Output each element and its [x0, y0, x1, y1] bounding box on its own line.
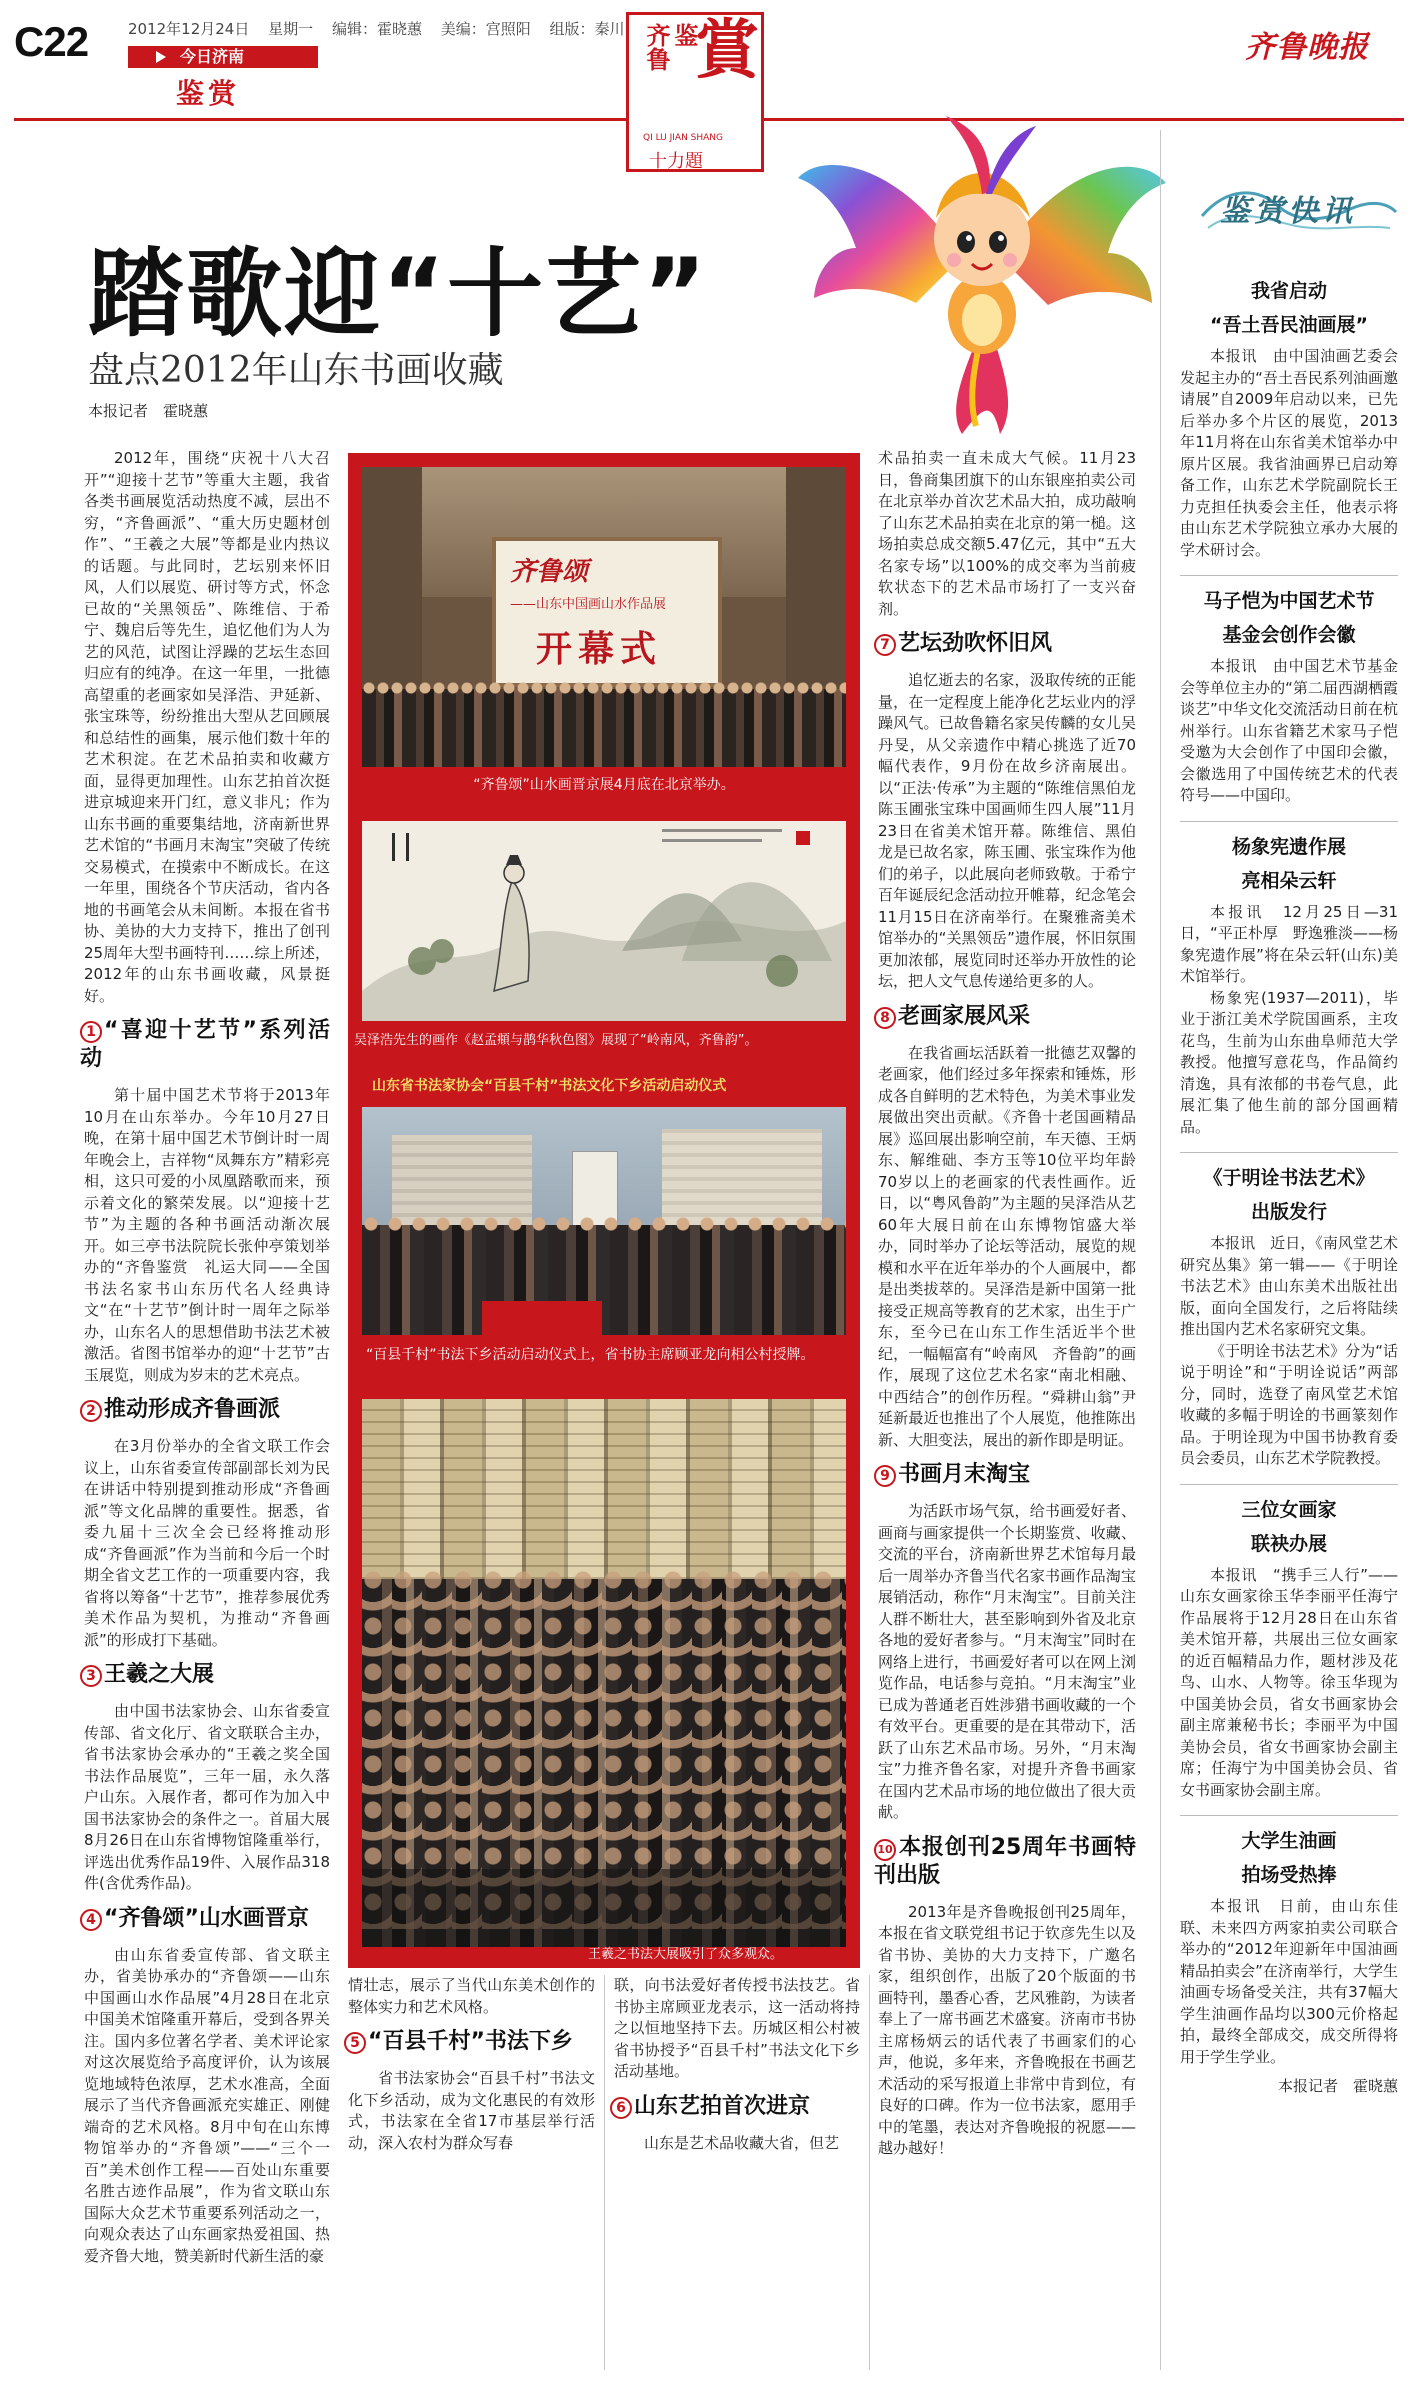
section-number-badge: 1 [80, 1021, 102, 1043]
section-body-1: 第十届中国艺术节将于2013年10月在山东举办。今年10月27日晚，在第十届中国艺术节倒计时一周年晚会上，吉祥物“凤舞东方”精彩亮相，这只可爱的小凤凰踏歌而来，预示着文化的繁荣发展。以“迎接十艺节”为主题的各种书画活动渐次展开。如三亭书法院院长张仲亭策划举办的“齐鲁鉴赏 礼运大同——全国书法名家书山东历代名人经典诗文“在“十艺节”倒计时一周年之际举办，山东名人的思想借助书法艺术被激活。省图书馆举办的迎“十艺节”古玉展览，则成为岁末的艺术亮点。 [84, 1086, 330, 1384]
brief-headline-line: 杨象宪遗作展 [1231, 835, 1346, 858]
phoenix-mascot-illustration [786, 108, 1176, 438]
brief-news-sidebar [1180, 268, 1398, 2098]
brief-divider [1180, 575, 1398, 576]
seal-romanization: QI LU JIAN SHANG [643, 133, 724, 143]
brief-body-1: 本报讯 由中国油画艺委会发起主办的“吾土吾民系列油画邀请展”自2009年启动以来，已先后举办多个片区的展览，2013年11月将在山东省美术馆举办中原片区展。我省油画界已启动筹备工作，山东艺术学院副院长王力克担任执委会主任，他表示将由山东艺术学院独立承办大展的学术研讨会。 [1180, 347, 1398, 559]
section-heading-1 [80, 1017, 330, 1073]
sidebar-byline: 本报记者 霍晓蕙 [1277, 2077, 1398, 2095]
section-seal-logo [626, 12, 764, 172]
article-column-1 [80, 448, 330, 2267]
painting-illustration [362, 821, 846, 1021]
newspaper-masthead: 齐鲁晚报 [1245, 30, 1369, 65]
editor-credit: 编辑：霍晓蕙 [331, 20, 422, 38]
section-body-9: 为活跃市场气氛，给书画爱好者、画商与画家提供一个长期鉴赏、收藏、交流的平台，济南新世界艺术馆每月最后一周举办齐鲁当代名家书画作品淘宝展销活动，称作“月末淘宝”。目前关注人群不断壮大，甚至影响到外省及北京各地的爱好者参与。“月末淘宝”同时在网络上进行，书画爱好者可以在网上浏览作品，电话参与竞拍。“月末淘宝”业已成为普通老百姓涉猎书画收藏的一个有效平台。更重要的是在其带动下，活跃了山东艺术品市场。另外，“月末淘宝”力推齐鲁名家，对提升齐鲁书画家在国内艺术品市场的地位做出了很大贡献。 [878, 1502, 1136, 1821]
article-byline: 本报记者 霍晓蕙 [88, 402, 209, 420]
section-body-4: 由山东省委宣传部、省文联主办，省美协承办的“齐鲁颂——山东中国画山水作品展”4月28日在北京中国美术馆隆重开幕后，受到各界关注。国内多位著名学者、美术评论家对这次展览给予高度评价，认为该展览地域特色浓厚，艺术水准高，全面展示了当代齐鲁画派充实雄正、刚健端奇的艺术风格。8月中旬在山东博物馆举办的“齐鲁颂”——“三个一百”美术创作工程——百处山东重要名胜古迹作品展”，作为省文联山东国际大众艺术节重要系列活动之一，向观众表达了山东画家热爱祖国、热爱齐鲁大地，赞美新时代新生活的豪 [84, 1945, 330, 2265]
section-heading-3 [80, 1661, 330, 1689]
article-column-2 [348, 1975, 595, 2154]
section-heading-text: 老画家展风采 [898, 1003, 1031, 1029]
brief-headline-2 [1180, 584, 1398, 652]
brief-body-6: 本报讯 日前，由山东佳联、未来四方两家拍卖公司联合举办的“2012年迎新年中国油画精品拍卖会”在济南举行，大学生油画专场备受关注，共有37幅大学生油画作品均以300元价格起拍，最终全部成交，成交所得将用于学生学业。 [1180, 1897, 1398, 2066]
banner-subtitle: ——山东中国画山水作品展 [510, 597, 667, 612]
opening-banner [492, 537, 722, 687]
brief-headline-5 [1180, 1493, 1398, 1561]
continued-paragraph: 联，向书法爱好者传授书法技艺。省书协主席顾亚龙表示，这一活动将持之以恒地坚持下去。历城区相公村被省书协授予“百县千村”书法文化下乡活动基地。 [614, 1976, 860, 2080]
brief-headline-6 [1180, 1824, 1398, 1892]
brief-body-4b: 《于明诠书法艺术》分为“话说于明诠”和“于明诠说话”两部分，同时，选登了南风堂艺术馆收藏的多幅于明诠的书画篆刻作品。于明诠现为中国书协教育委员会委员，山东艺术学院教授。 [1180, 1341, 1398, 1467]
brief-divider [1180, 1484, 1398, 1485]
section-heading-text: “百县千村”书法下乡 [368, 2029, 573, 2054]
photo-caption-4: 王羲之书法大展吸引了众多观众。 [588, 1947, 784, 1962]
section-heading-7 [874, 630, 1136, 658]
banner-calligraphy: 齐鲁颂 [510, 557, 589, 587]
brief-body-3b: 杨象宪(1937—2011)，毕业于浙江美术学院国画系，主攻花鸟，生前为山东曲阜师范大学教授。他擅写意花鸟，作品简约清逸，具有浓郁的书卷气息，此展汇集了他生前的部分国画精品。 [1180, 988, 1398, 1136]
brief-body-4a: 本报讯 近日，《南风堂艺术研究丛集》第一辑——《于明诠书法艺术》由山东美术出版社出版，面向全国发行，之后将陆续推出国内艺术名家研究文集。 [1180, 1234, 1398, 1338]
section-heading-text: 艺坛劲吹怀旧风 [898, 631, 1053, 656]
section-body-7: 追忆逝去的名家，汲取传统的正能量，在一定程度上能净化艺坛业内的浮躁风气。已故鲁籍名家吴传麟的女儿吴丹旻，从父亲遗作中精心挑选了近70幅代表作，9月份在故乡济南展出。以“正法·传承”为主题的“陈维信黑伯龙陈玉圃张宝珠中国画师生四人展”11月23日在省美术馆开幕。陈维信、黑伯龙是已故名家，陈玉圃、张宝珠作为他们的弟子，以此展向老师致敬。于希宁百年诞辰纪念活动拉开帷幕，纪念笔会11月15日在济南举行。在聚雅斋美术馆举办的“关黑领岳”遗作展，怀旧氛围更加浓郁，展览同时还举办开放性的论坛，把人文气息传递给更多的人。 [878, 671, 1136, 990]
section-heading-8 [874, 1003, 1136, 1031]
page-number: C22 [14, 18, 89, 65]
brief-headline-line: 出版发行 [1250, 1201, 1327, 1223]
brief-news-flourish [1198, 176, 1398, 242]
brief-divider [1180, 1815, 1398, 1816]
main-headline: 踏歌迎“十艺” [88, 238, 709, 350]
exhibition-opening-photo [362, 467, 846, 767]
section-number-badge: 10 [874, 1839, 896, 1861]
section-number-badge: 2 [80, 1400, 102, 1422]
section-body-3: 由中国书法家协会、山东省委宣传部、省文化厅、省文联联合主办，省书法家协会承办的“王羲之奖全国书法作品展览”，三年一届，永久落户山东。入展作者，都可作为加入中国书法家协会的条件之一。首届大展8月26日在山东省博物馆隆重举行，评选出优秀作品19件、入展作品318件(含优秀作品)。 [84, 1702, 330, 1892]
brief-headline-line: 三位女画家 [1241, 1498, 1337, 1521]
section-number-badge: 8 [874, 1007, 896, 1029]
ceremony-banner-text: 山东省书法家协会“百县千村”书法文化下乡活动启动仪式 [372, 1078, 727, 1094]
section-heading-text: 山东艺拍首次进京 [634, 2093, 811, 2119]
landscape-painting-photo [362, 821, 846, 1021]
intro-paragraph: 2012年，围绕“庆祝十八大召开”“迎接十艺节”等重大主题，我省各类书画展览活动热度不减，层出不穷，“齐鲁画派”、“重大历史题材创作”、“王羲之大展”等都是业内热议的话题。与此同时，艺坛别来怀旧风，人们以展览、研讨等方式，怀念已故的“关黑领岳”、陈维信、于希宁、魏启后等先生，追忆他们为人为艺的风范，试图让浮躁的艺坛生态回归应有的纯净。在这一年里，一批德高望重的老画家如吴泽浩、尹延新、张宝珠等，纷纷推出大型从艺回顾展和总结性的画集，展示他们数十年的艺术积淀。在艺术品拍卖和收藏方面，显得更加理性。山东艺拍首次挺进京城迎来开门红，意义非凡；作为山东书画的重要集结地，济南新世界艺术馆的“书画月末淘宝”突破了传统交易模式，在摸索中不断成长。在这一年里，围绕各个节庆活动，省内各地的书画笔会从未间断。本报在省书协、美协的大力支持下，推出了创刊25周年大型书画特刊……综上所述，2012年的山东书画收藏，风景挺好。 [84, 449, 330, 1005]
brief-body-2: 本报讯 由中国艺术节基金会等单位主办的“第二届西湖栖霞谈艺”中华文化交流活动日前在杭州举行。山东省籍艺术家马子恺受邀为大会创作了中国印会徽，会徽选用了中国传统艺术的代表符号——中国印。 [1180, 657, 1398, 804]
brief-headline-4 [1180, 1161, 1398, 1229]
brief-divider [1180, 1152, 1398, 1153]
brief-headline-line: “吾土吾民油画展” [1210, 314, 1368, 336]
section-title: 鉴赏 [176, 77, 241, 110]
section-number-badge: 9 [874, 1465, 896, 1487]
continued-paragraph: 情壮志，展示了当代山东美术创作的整体实力和艺术风格。 [348, 1976, 595, 2016]
brief-divider [1180, 821, 1398, 822]
section-heading-6 [610, 2093, 860, 2121]
sub-headline: 盘点2012年山东书画收藏 [88, 350, 504, 391]
photo-caption-1: “齐鲁颂”山水画晋京展4月底在北京举办。 [473, 777, 735, 793]
brief-headline-line: 拍场受热捧 [1241, 1864, 1337, 1886]
article-column-3 [614, 1975, 860, 2154]
section-body-6: 山东是艺术品收藏大省，但艺 [644, 2133, 840, 2152]
section-body-8: 在我省画坛活跃着一批德艺双馨的老画家，他们经过多年探索和锤炼，形成各自鲜明的艺术特色，为美术事业发展做出突出贡献。《齐鲁十老国画精品展》巡回展出影响空前，车天德、王炳东、解维础、李方玉等10位平均年龄70岁以上的老画家的代表性画作。近日，以“粤风鲁韵”为主题的吴泽浩从艺60年大展日前在山东博物馆盛大举办，同时举办了论坛等活动，展览的规模和水平在近年举办的个人画展中，都是出类拔萃的。吴泽浩是新中国第一批接受正规高等教育的艺术家，出生于广东，至今已在山东工作生活近半个世纪，一幅幅富有“岭南风 齐鲁韵”的画作，展现了这位艺术名家“南北相融、中西结合”的创作历程。“舜耕山翁”尹延新最近也推出了个人展览，他推陈出新、大胆变法，展出的新作即是明证。 [878, 1043, 1136, 1449]
continued-paragraph: 术品拍卖一直未成大气候。11月23日，鲁商集团旗下的山东银座拍卖公司在北京举办首次艺术品大拍，成功敲响了山东艺术品拍卖在北京的第一槌。这场拍卖总成交额5.47亿元，其中“五大名家专场”以100%的成交率为当前疲软状态下的艺术品市场打了一支兴奋剂。 [878, 449, 1136, 618]
brief-headline-line: 联袂办展 [1250, 1532, 1327, 1555]
exhibition-crowd-photo [362, 1399, 846, 1947]
brief-headline-line: 《于明诠书法艺术》 [1203, 1167, 1375, 1189]
column-divider [869, 1975, 870, 2370]
section-heading-text: 书画月末淘宝 [898, 1462, 1031, 1487]
column-divider [604, 1975, 605, 2370]
column-divider [1160, 130, 1161, 2370]
seal-text-b: 鉴 [670, 23, 699, 47]
section-body-10: 2013年是齐鲁晚报创刊25周年，本报在省文联党组书记于钦彦先生以及省书协、美协的大力支持下，广邀名家，组织创作，出版了20个版面的书画特刊，墨香心香，艺风雅韵，为读者奉上了一席书画艺术盛宴。济南市书协主席杨炳云的话代表了书画家们的心声，他说，多年来，齐鲁晚报在书画艺术活动的采写报道上非常中肯到位，有良好的口碑。作为一位书法家，愿用手中的笔墨，表达对齐鲁晚报的祝愿——越办越好！ [878, 1902, 1136, 2157]
photo-panel [348, 453, 860, 1968]
flourish-text: 鉴赏快讯 [1220, 194, 1356, 229]
issue-date: 2012年12月24日 [128, 20, 250, 38]
brief-body-5: 本报讯 “携手三人行”——山东女画家徐玉华李丽平任海宁作品展将于12月28日在山东省美术馆开幕，共展出三位女画家的近百幅精品力作，题材涉及花鸟、山水、人物等。徐玉华现为中国美协会员，省女书画家协会副主席兼秘书长；李丽平为中国美协会员，省女书画家协会副主席；任海宁为中国美协会员、省女书画家协会副主席。 [1180, 1565, 1398, 1799]
section-heading-text: 王羲之大展 [104, 1662, 215, 1687]
seal-main-glyph: 賞 [695, 13, 759, 88]
section-number-badge: 4 [80, 1909, 102, 1931]
banner-title: 开幕式 [536, 629, 663, 670]
layout-credit: 组版：秦川 [549, 20, 625, 38]
section-heading-text: “喜迎十艺节”系列活动 [80, 1018, 330, 1071]
brief-body-3a: 本报讯 12月25日—31日，“平正朴厚 野逸雅淡——杨象宪遗作展”将在朵云轩(山东)美术馆举行。 [1180, 902, 1398, 985]
article-column-4 [874, 448, 1136, 2160]
seal-signature: 十力題 [649, 151, 703, 172]
brief-headline-1 [1180, 274, 1398, 342]
section-heading-5 [344, 2028, 595, 2056]
section-heading-9 [874, 1461, 1136, 1489]
brief-headline-line: 基金会创作会徽 [1222, 624, 1356, 646]
section-number-badge: 3 [80, 1665, 102, 1687]
section-heading-text: 本报创刊25周年书画特刊出版 [874, 1834, 1136, 1888]
brief-headline-line: 我省启动 [1250, 280, 1327, 302]
brief-headline-line: 亮相朵云轩 [1241, 869, 1337, 892]
section-number-badge: 5 [344, 2032, 366, 2054]
section-body-2: 在3月份举办的全省文联工作会议上，山东省委宣传部副部长刘为民在讲话中特别提到推动形成“齐鲁画派”等文化品牌的重要性。据悉，省委九届十三次全会已经将推动形成“齐鲁画派”作为当前和今后一个时期全省文艺工作的一项重要内容，我省将以筹备“十艺节”，推荐参展优秀美术作品为契机，为推动“齐鲁画派”的形成打下基础。 [84, 1437, 330, 1649]
section-body-5: 省书法家协会“百县千村”书法文化下乡活动，成为文化惠民的有效形式，书法家在全省17市基层举行活动，深入农村为群众写春 [348, 2069, 595, 2152]
section-number-badge: 6 [610, 2097, 632, 2119]
section-heading-text: 推动形成齐鲁画派 [104, 1397, 281, 1422]
calligraphy-ceremony-photo [362, 1065, 846, 1335]
issue-weekday: 星期一 [268, 20, 314, 38]
section-heading-text: “齐鲁颂”山水画晋京 [104, 1905, 309, 1931]
seal-text-a: 齐鲁 [642, 23, 671, 71]
brief-headline-3 [1180, 830, 1398, 898]
photo-caption-3: “百县千村”书法下乡活动启动仪式上，省书协主席顾亚龙向相公村授牌。 [366, 1347, 815, 1363]
section-heading-2 [80, 1396, 330, 1424]
section-heading-4 [80, 1905, 330, 1933]
ceremony-banner [362, 1065, 846, 1107]
section-number-badge: 7 [874, 634, 896, 656]
region-tab: 今日济南 [128, 46, 318, 68]
brief-headline-line: 马子恺为中国艺术节 [1203, 590, 1375, 612]
brief-headline-line: 大学生油画 [1241, 1830, 1337, 1852]
designer-credit: 美编：宫照阳 [440, 20, 531, 38]
issue-meta [128, 18, 639, 39]
section-heading-10 [874, 1834, 1136, 1890]
photo-caption-2: 吴泽浩先生的画作《赵孟頫与鹊华秋色图》展现了“岭南风，齐鲁韵”。 [354, 1033, 758, 1048]
